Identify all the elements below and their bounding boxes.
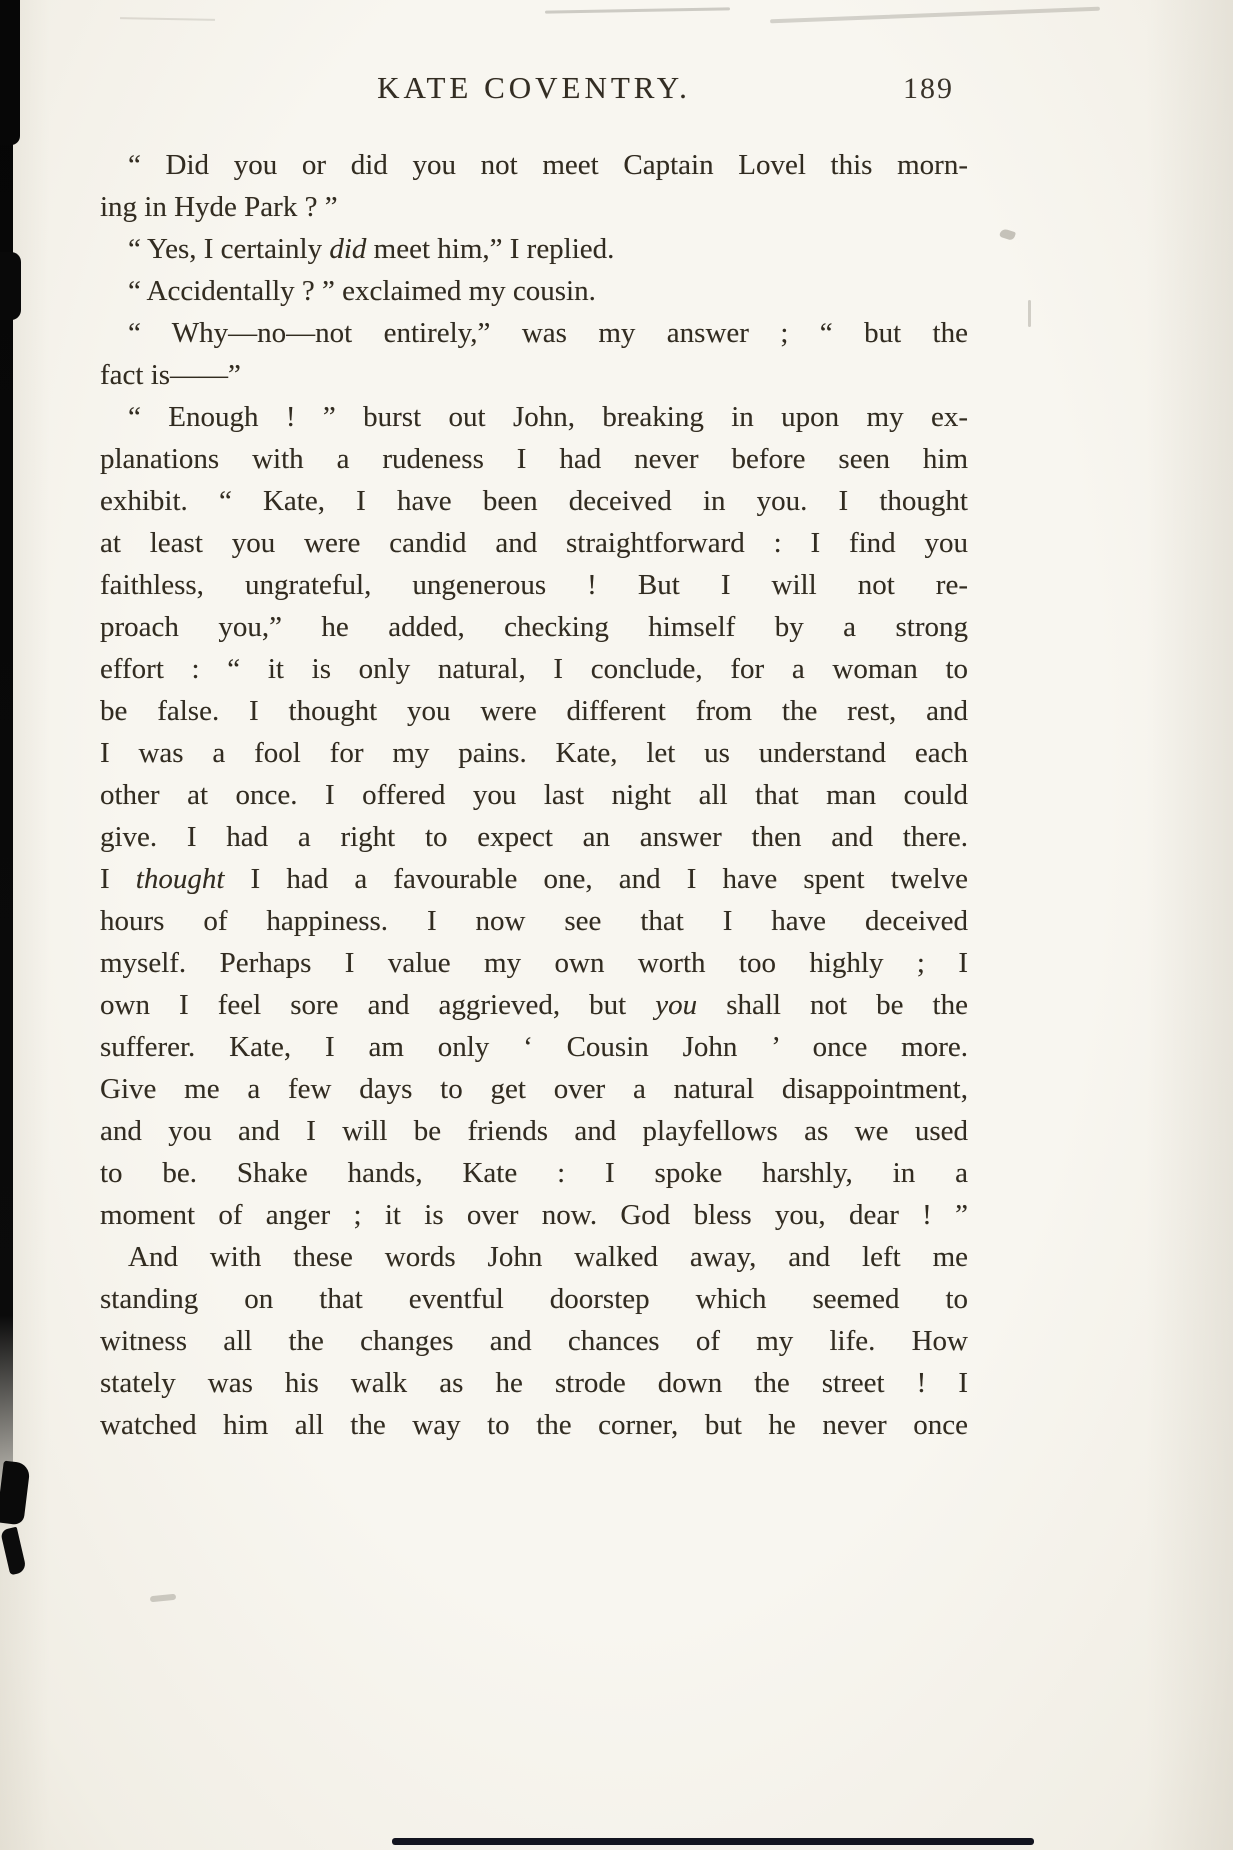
text-line bbox=[100, 144, 968, 186]
scan-smudge bbox=[999, 228, 1016, 241]
text-run: planations with a rudeness I had never before seen him bbox=[100, 443, 968, 475]
text-run: proach you,” he added, checking himself by a strong bbox=[100, 611, 968, 643]
italic-text-run: did bbox=[329, 233, 367, 265]
text-line bbox=[100, 186, 968, 228]
text-run: fact is——” bbox=[100, 359, 241, 391]
text-run: shall not be the bbox=[697, 989, 968, 1021]
text-line bbox=[100, 480, 968, 522]
text-line bbox=[100, 1068, 968, 1110]
page-number: 189 bbox=[903, 72, 954, 105]
text-line bbox=[100, 1110, 968, 1152]
text-run: “ Did you or did you not meet Captain Lovel this morn- bbox=[128, 149, 968, 181]
paragraph bbox=[100, 396, 968, 1236]
text-run: “ Accidentally ? ” exclaimed my cousin. bbox=[128, 275, 596, 307]
page-title: KATE COVENTRY. bbox=[377, 70, 691, 105]
text-run: witness all the changes and chances of my life. How bbox=[100, 1325, 968, 1357]
text-line bbox=[100, 732, 968, 774]
text-run: “ Enough ! ” burst out John, breaking in upon my ex- bbox=[128, 401, 968, 433]
text-line bbox=[100, 690, 968, 732]
text-run: standing on that eventful doorstep which seemed to bbox=[100, 1283, 968, 1315]
text-line bbox=[100, 1278, 968, 1320]
scan-smudge bbox=[120, 17, 215, 21]
scan-smudge bbox=[770, 7, 1100, 24]
text-run: own I feel sore and aggrieved, but bbox=[100, 989, 656, 1021]
ink-blob bbox=[0, 1527, 27, 1576]
binding-shadow bbox=[0, 0, 13, 1530]
text-line bbox=[100, 900, 968, 942]
text-run: to be. Shake hands, Kate : I spoke harshly, in a bbox=[100, 1157, 968, 1189]
scan-smudge bbox=[150, 1594, 176, 1603]
text-run: exhibit. “ Kate, I have been deceived in you. I thought bbox=[100, 485, 968, 517]
text-line bbox=[100, 774, 968, 816]
text-line bbox=[100, 564, 968, 606]
scan-smudge bbox=[545, 7, 730, 13]
text-run: effort : “ it is only natural, I conclude, for a woman to bbox=[100, 653, 968, 685]
text-line bbox=[100, 1362, 968, 1404]
text-line bbox=[100, 816, 968, 858]
text-run: Give me a few days to get over a natural disappointment, bbox=[100, 1073, 968, 1105]
text-run: meet him,” I replied. bbox=[366, 233, 615, 265]
text-line bbox=[100, 228, 968, 270]
text-line bbox=[100, 396, 968, 438]
text-run: at least you were candid and straightforward : I find you bbox=[100, 527, 968, 559]
text-run: “ Why—no—not entirely,” was my answer ; “ but the bbox=[128, 317, 968, 349]
text-run: “ Yes, I certainly bbox=[128, 233, 330, 265]
text-line bbox=[100, 522, 968, 564]
text-run: I was a fool for my pains. Kate, let us understand each bbox=[100, 737, 968, 769]
text-column bbox=[100, 70, 968, 1446]
italic-text-run: thought bbox=[135, 863, 225, 895]
text-run: give. I had a right to expect an answer then and there. bbox=[100, 821, 968, 853]
text-run: ing in Hyde Park ? ” bbox=[100, 191, 338, 223]
text-line bbox=[100, 648, 968, 690]
italic-text-run: you bbox=[655, 989, 698, 1021]
text-line bbox=[100, 354, 968, 396]
text-run: and you and I will be friends and playfellows as we used bbox=[100, 1115, 968, 1147]
text-line bbox=[100, 1194, 968, 1236]
paragraph bbox=[100, 270, 968, 312]
text-line bbox=[100, 858, 968, 900]
text-run: other at once. I offered you last night all that man could bbox=[100, 779, 968, 811]
text-line bbox=[100, 1152, 968, 1194]
text-line bbox=[100, 984, 968, 1026]
bottom-scan-line bbox=[392, 1838, 1034, 1845]
paragraph bbox=[100, 1236, 968, 1446]
text-run: stately was his walk as he strode down the street ! I bbox=[100, 1367, 968, 1399]
text-run: watched him all the way to the corner, but he never once bbox=[100, 1409, 968, 1441]
text-run: hours of happiness. I now see that I have deceived bbox=[100, 905, 968, 937]
text-run: myself. Perhaps I value my own worth too highly ; I bbox=[100, 947, 968, 979]
text-line bbox=[100, 1236, 968, 1278]
page-body bbox=[100, 144, 968, 1446]
text-line bbox=[100, 270, 968, 312]
text-run: I bbox=[100, 863, 136, 895]
scan-smudge bbox=[1028, 300, 1031, 327]
text-run: And with these words John walked away, and left me bbox=[128, 1241, 968, 1273]
paragraph bbox=[100, 228, 968, 270]
text-line bbox=[100, 606, 968, 648]
text-run: moment of anger ; it is over now. God bless you, dear ! ” bbox=[100, 1199, 968, 1231]
paragraph bbox=[100, 312, 968, 396]
text-run: I had a favourable one, and I have spent twelve bbox=[224, 863, 968, 895]
ink-blob bbox=[0, 1461, 31, 1526]
text-run: be false. I thought you were different from the rest, and bbox=[100, 695, 968, 727]
text-line bbox=[100, 1320, 968, 1362]
text-line bbox=[100, 438, 968, 480]
text-run: faithless, ungrateful, ungenerous ! But I will not re- bbox=[100, 569, 968, 601]
text-line bbox=[100, 1026, 968, 1068]
paragraph bbox=[100, 144, 968, 228]
text-line bbox=[100, 312, 968, 354]
page-header bbox=[100, 70, 968, 116]
text-line bbox=[100, 1404, 968, 1446]
text-line bbox=[100, 942, 968, 984]
text-run: sufferer. Kate, I am only ‘ Cousin John ’ once more. bbox=[100, 1031, 968, 1063]
